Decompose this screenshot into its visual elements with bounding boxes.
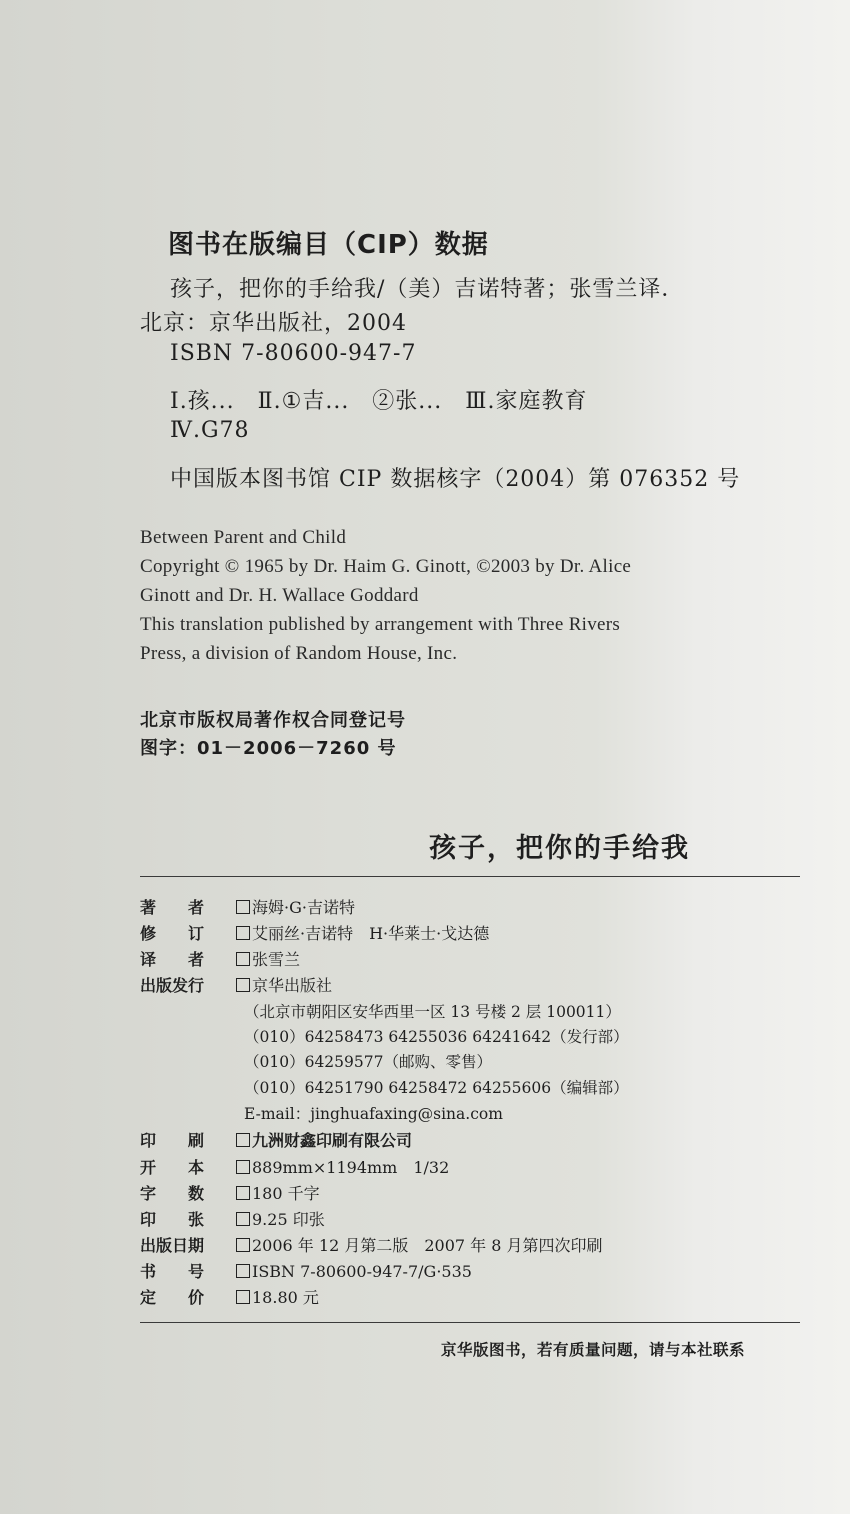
colophon-row <box>140 895 355 918</box>
colophon-value: 海姆·G·吉诺特 <box>252 898 355 917</box>
box-marker <box>236 1290 250 1304</box>
box-marker <box>236 900 250 914</box>
bottom-rule <box>140 1322 800 1323</box>
colophon-value: 18.80 元 <box>252 1288 319 1307</box>
colophon-row <box>140 1128 412 1151</box>
colophon-value: 张雪兰 <box>252 950 301 969</box>
bleed-through-text <box>760 300 850 360</box>
cip-line: Ⅳ.G78 <box>170 418 250 443</box>
colophon-value: 180 千字 <box>252 1184 320 1203</box>
registration-line: 图字：01－2006－7260 号 <box>140 738 397 759</box>
colophon-row <box>140 1155 449 1178</box>
publisher-phone: （010）64259577（邮购、零售） <box>244 1053 492 1071</box>
cip-line: 北京：京华出版社，2004 <box>140 311 407 336</box>
registration-line: 北京市版权局著作权合同登记号 <box>140 710 406 731</box>
colophon-value: ISBN 7-80600-947-7/G·535 <box>252 1262 472 1281</box>
book-title: 孩子，把你的手给我 <box>429 833 690 864</box>
colophon-value: 2006 年 12 月第二版 2007 年 8 月第四次印刷 <box>252 1236 603 1255</box>
colophon-label: 定 价 <box>140 1288 205 1307</box>
top-rule <box>140 876 800 877</box>
cip-title: 图书在版编目（CIP）数据 <box>168 230 489 260</box>
english-line: Ginott and Dr. H. Wallace Goddard <box>140 585 419 606</box>
box-marker <box>236 926 250 940</box>
colophon-value: 9.25 印张 <box>252 1210 325 1229</box>
colophon-row <box>140 1181 320 1204</box>
box-marker <box>236 1264 250 1278</box>
colophon-value: 艾丽丝·吉诺特 H·华莱士·戈达德 <box>252 924 490 943</box>
colophon-row <box>140 921 489 944</box>
publisher-email: E-mail：jinghuafaxing@sina.com <box>244 1105 503 1123</box>
colophon-label: 书 号 <box>140 1262 205 1281</box>
english-line: Copyright © 1965 by Dr. Haim G. Ginott, ©2003 by Dr. Alice <box>140 556 632 577</box>
publisher-phone: （010）64251790 64258472 64255606（编辑部） <box>244 1079 629 1097</box>
colophon-row <box>140 1285 319 1308</box>
colophon-label: 出版发行 <box>140 976 205 995</box>
english-line: Press, a division of Random House, Inc. <box>140 643 458 664</box>
box-marker <box>236 1212 250 1226</box>
colophon-value: 九洲财鑫印刷有限公司 <box>252 1131 413 1150</box>
cip-line: Ⅰ.孩... Ⅱ.①吉... ②张... Ⅲ.家庭教育 <box>170 389 588 414</box>
colophon-label: 印 张 <box>140 1210 205 1229</box>
publisher-phone: （010）64258473 64255036 64241642（发行部） <box>244 1028 629 1046</box>
box-marker <box>236 978 250 992</box>
colophon-label: 出版日期 <box>140 1236 205 1255</box>
colophon-row <box>140 947 300 970</box>
colophon-value: 京华出版社 <box>252 976 333 995</box>
quality-notice: 京华版图书，若有质量问题，请与本社联系 <box>440 1341 745 1359</box>
box-marker <box>236 1133 250 1147</box>
box-marker <box>236 1238 250 1252</box>
colophon-label: 译 者 <box>140 950 205 969</box>
cip-line: ISBN 7-80600-947-7 <box>170 341 417 366</box>
colophon-label: 印 刷 <box>140 1131 205 1150</box>
colophon-label: 字 数 <box>140 1184 205 1203</box>
colophon-row <box>140 1207 325 1230</box>
box-marker <box>236 952 250 966</box>
english-line: Between Parent and Child <box>140 527 347 548</box>
english-line: This translation published by arrangement with Three Rivers <box>140 614 621 635</box>
colophon-row <box>140 973 332 996</box>
colophon-value: 889mm×1194mm 1/32 <box>252 1158 450 1177</box>
colophon-label: 著 者 <box>140 898 205 917</box>
colophon-label: 修 订 <box>140 924 205 943</box>
box-marker <box>236 1186 250 1200</box>
colophon-label: 开 本 <box>140 1158 205 1177</box>
colophon-row <box>140 1233 603 1256</box>
publisher-address: （北京市朝阳区安华西里一区 13 号楼 2 层 100011） <box>244 1003 621 1021</box>
cip-line: 孩子，把你的手给我/（美）吉诺特著；张雪兰译． <box>170 277 685 302</box>
box-marker <box>236 1160 250 1174</box>
colophon-row <box>140 1259 472 1282</box>
cip-line: 中国版本图书馆 CIP 数据核字（2004）第 076352 号 <box>170 467 741 492</box>
